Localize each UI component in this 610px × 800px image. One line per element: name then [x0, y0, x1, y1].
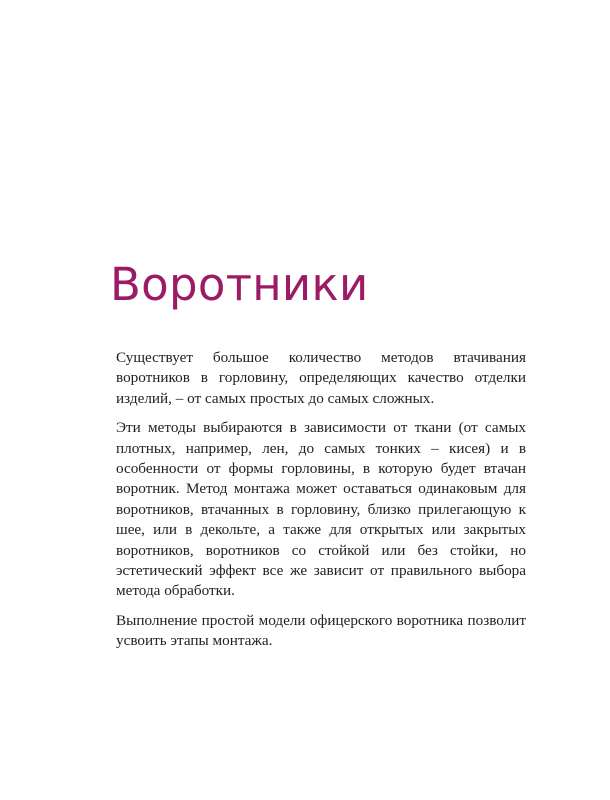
paragraph-methods: Эти методы выбираются в зависимости от ткани (от самых плотных, например, лен, до самых тонких – кисея) и в особенности от формы горловины, в которую будет втачан воротник. Метод монтажа может оставаться одинаковым для воротников, втачанных в горловину, близко прилегающую к шее, или в декольте, а также для открытых или закрытых воротников, воротников со стойкой или без стойки, но эстетический эффект все же зависит от правильного выбора метода обработки.: [116, 419, 526, 600]
chapter-title: Воротники: [110, 258, 369, 311]
body-text: [116, 348, 526, 652]
paragraph-intro: Существует большое количество методов втачивания воротников в горловину, определяющих качество отделки изделий, – от самых простых до самых сложных.: [116, 349, 526, 407]
paragraph-officer-collar: Выполнение простой модели офицерского воротника позволит усвоить этапы монтажа.: [116, 611, 526, 650]
